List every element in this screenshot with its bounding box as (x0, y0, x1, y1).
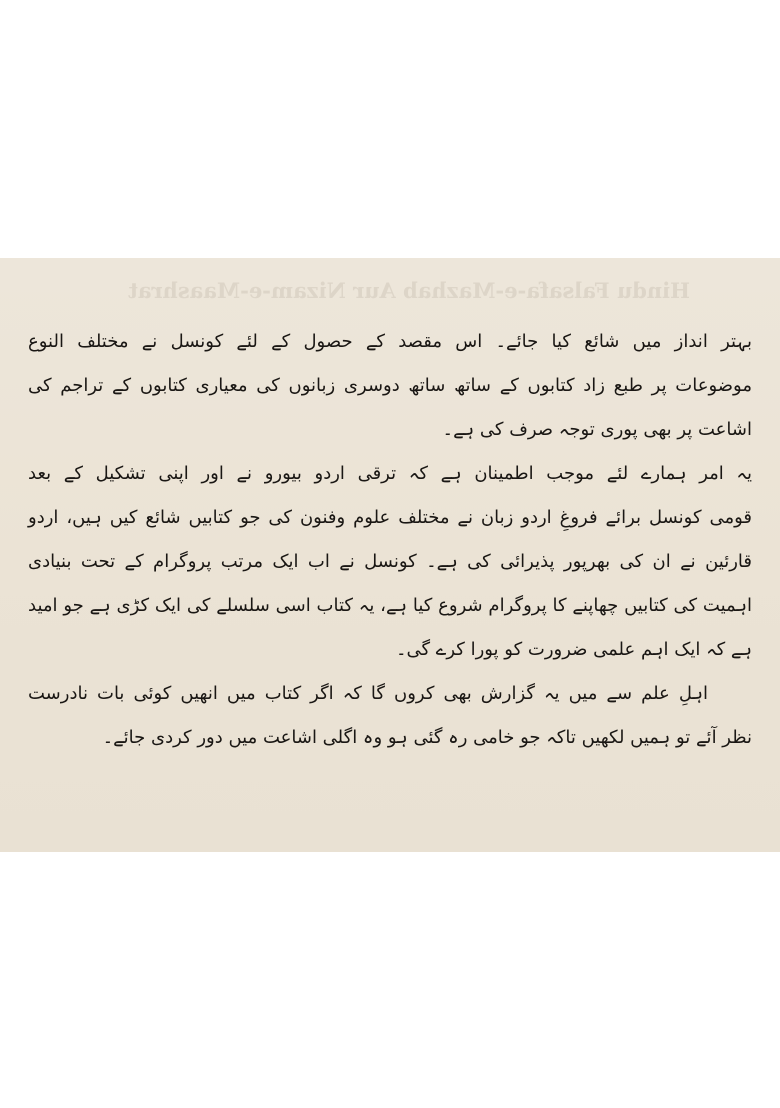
text-line: نظر آئے تو ہمیں لکھیں تاکہ جو خامی رہ گئی ہو وہ اگلی اشاعت میں دور کردی جائے۔ (102, 727, 752, 748)
text-line: یہ امر ہمارے لئے موجب اطمینان ہے کہ ترقی اردو بیورو نے اور اپنی تشکیل کے بعد (28, 463, 752, 484)
scanned-page (0, 258, 780, 852)
text-line: ہے کہ ایک اہم علمی ضرورت کو پورا کرے گی۔ (395, 639, 752, 660)
body-text (28, 320, 752, 760)
bleed-through-text: Hindu Falsafa-e-Mazhab Aur Nizam-e-Maashrat (128, 278, 690, 303)
text-line: قومی کونسل برائے فروغِ اردو زبان نے مختلف علوم وفنون کی جو کتابیں شائع کیں ہیں، اردو (28, 507, 752, 528)
paragraph-3 (28, 672, 752, 760)
paragraph-2 (28, 452, 752, 672)
text-line: اہمیت کی کتابیں چھاپنے کا پروگرام شروع کیا ہے، یہ کتاب اسی سلسلے کی ایک کڑی ہے جو امید (28, 595, 752, 616)
text-line: اشاعت پر بھی پوری توجہ صرف کی ہے۔ (442, 419, 752, 440)
text-line: بہتر انداز میں شائع کیا جائے۔ اس مقصد کے حصول کے لئے کونسل نے مختلف النوع (28, 331, 752, 352)
paragraph-1 (28, 320, 752, 452)
text-line: موضوعات پر طبع زاد کتابوں کے ساتھ ساتھ دوسری زبانوں کی معیاری کتابوں کے تراجم کی (28, 375, 752, 396)
text-line: اہلِ علم سے میں یہ گزارش بھی کروں گا کہ اگر کتاب میں انھیں کوئی بات نادرست (28, 683, 708, 704)
text-line: قارئین نے ان کی بھرپور پذیرائی کی ہے۔ کونسل نے اب ایک مرتب پروگرام کے تحت بنیادی (28, 551, 752, 572)
